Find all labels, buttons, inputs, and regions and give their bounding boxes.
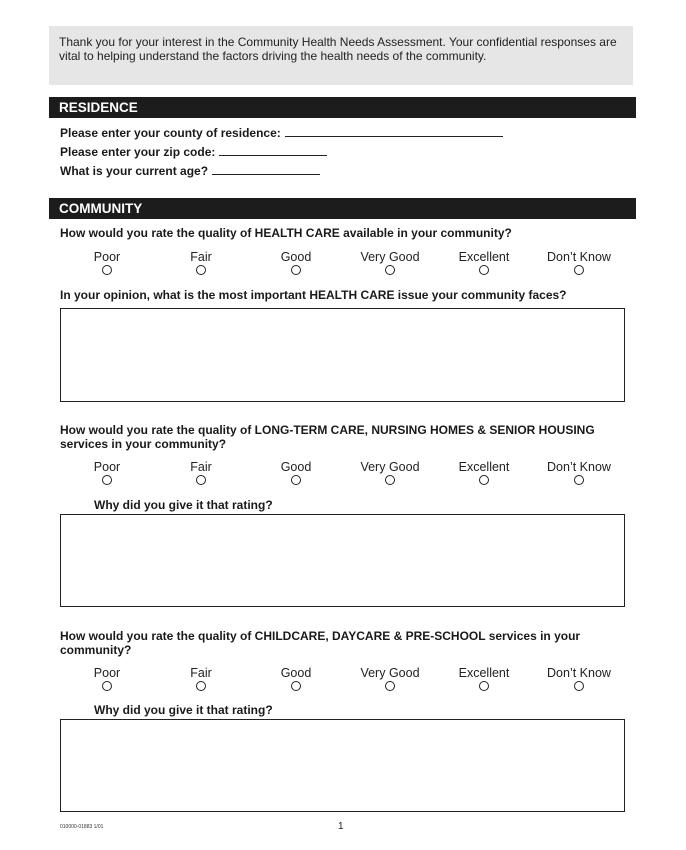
rating-option-very-good[interactable] [343, 250, 437, 275]
zip-input[interactable] [219, 144, 327, 156]
radio-button[interactable] [479, 681, 489, 691]
question-long-term-care-quality: How would you rate the quality of LONG-TERM CARE, NURSING HOMES & SENIOR HOUSING services in your community? [60, 423, 595, 451]
rating-option-poor[interactable] [60, 666, 154, 691]
rating-childcare [60, 666, 630, 696]
intro-text: Thank you for your interest in the Community Health Needs Assessment. Your confidential responses are vital to helping understand the factors driving the health needs of the community. [59, 35, 617, 63]
question-health-care-issue: In your opinion, what is the most important HEALTH CARE issue your community faces? [60, 288, 567, 302]
rating-option-dont-know[interactable] [532, 250, 626, 275]
radio-button[interactable] [102, 681, 112, 691]
option-label: Fair [190, 250, 212, 264]
rating-long-term-care [60, 460, 630, 490]
childcare-followup-label: Why did you give it that rating? [94, 703, 273, 717]
rating-option-good[interactable] [249, 460, 343, 485]
rating-option-dont-know[interactable] [532, 666, 626, 691]
option-label: Excellent [458, 460, 510, 474]
form-code: 010000-01883 1/01 [60, 824, 104, 830]
radio-button[interactable] [196, 681, 206, 691]
option-label: Good [280, 460, 312, 474]
rating-option-fair[interactable] [154, 250, 248, 275]
option-label: Poor [93, 666, 121, 680]
radio-button[interactable] [479, 265, 489, 275]
option-label: Very Good [360, 250, 420, 264]
intro-box [49, 26, 633, 85]
rating-option-poor[interactable] [60, 460, 154, 485]
option-label: Excellent [458, 250, 510, 264]
rating-option-good[interactable] [249, 666, 343, 691]
radio-button[interactable] [196, 265, 206, 275]
age-field-row [60, 163, 320, 178]
option-label: Don’t Know [547, 460, 611, 474]
option-label: Poor [93, 460, 121, 474]
rating-option-fair[interactable] [154, 460, 248, 485]
option-label: Good [280, 666, 312, 680]
radio-button[interactable] [385, 475, 395, 485]
radio-button[interactable] [291, 265, 301, 275]
radio-button[interactable] [196, 475, 206, 485]
long-term-care-followup-label: Why did you give it that rating? [94, 498, 273, 512]
rating-option-dont-know[interactable] [532, 460, 626, 485]
option-label: Don’t Know [547, 666, 611, 680]
page-number: 1 [338, 821, 344, 832]
option-label: Good [280, 250, 312, 264]
county-field-row [60, 125, 503, 140]
radio-button[interactable] [479, 475, 489, 485]
rating-health-care [60, 250, 630, 280]
health-care-issue-textarea[interactable] [60, 308, 625, 402]
option-label: Fair [190, 666, 212, 680]
radio-button[interactable] [385, 681, 395, 691]
radio-button[interactable] [291, 475, 301, 485]
question-health-care-quality: How would you rate the quality of HEALTH CARE available in your community? [60, 226, 512, 240]
radio-button[interactable] [574, 681, 584, 691]
rating-option-very-good[interactable] [343, 460, 437, 485]
county-label: Please enter your county of residence: [60, 126, 281, 140]
community-heading: COMMUNITY [49, 198, 636, 219]
radio-button[interactable] [574, 475, 584, 485]
option-label: Very Good [360, 460, 420, 474]
radio-button[interactable] [291, 681, 301, 691]
rating-option-fair[interactable] [154, 666, 248, 691]
rating-option-excellent[interactable] [437, 460, 531, 485]
question-childcare-quality: How would you rate the quality of CHILDCARE, DAYCARE & PRE-SCHOOL services in your community? [60, 629, 581, 657]
county-input[interactable] [285, 125, 503, 137]
age-label: What is your current age? [60, 164, 209, 178]
option-label: Excellent [458, 666, 510, 680]
childcare-reason-textarea[interactable] [60, 719, 625, 812]
age-input[interactable] [212, 163, 320, 175]
zip-field-row [60, 144, 327, 159]
radio-button[interactable] [574, 265, 584, 275]
radio-button[interactable] [102, 265, 112, 275]
rating-option-excellent[interactable] [437, 250, 531, 275]
long-term-care-reason-textarea[interactable] [60, 514, 625, 607]
radio-button[interactable] [385, 265, 395, 275]
zip-label: Please enter your zip code: [60, 145, 216, 159]
rating-option-very-good[interactable] [343, 666, 437, 691]
option-label: Very Good [360, 666, 420, 680]
option-label: Fair [190, 460, 212, 474]
rating-option-good[interactable] [249, 250, 343, 275]
radio-button[interactable] [102, 475, 112, 485]
option-label: Poor [93, 250, 121, 264]
rating-option-poor[interactable] [60, 250, 154, 275]
residence-heading: RESIDENCE [49, 97, 636, 118]
option-label: Don’t Know [547, 250, 611, 264]
rating-option-excellent[interactable] [437, 666, 531, 691]
